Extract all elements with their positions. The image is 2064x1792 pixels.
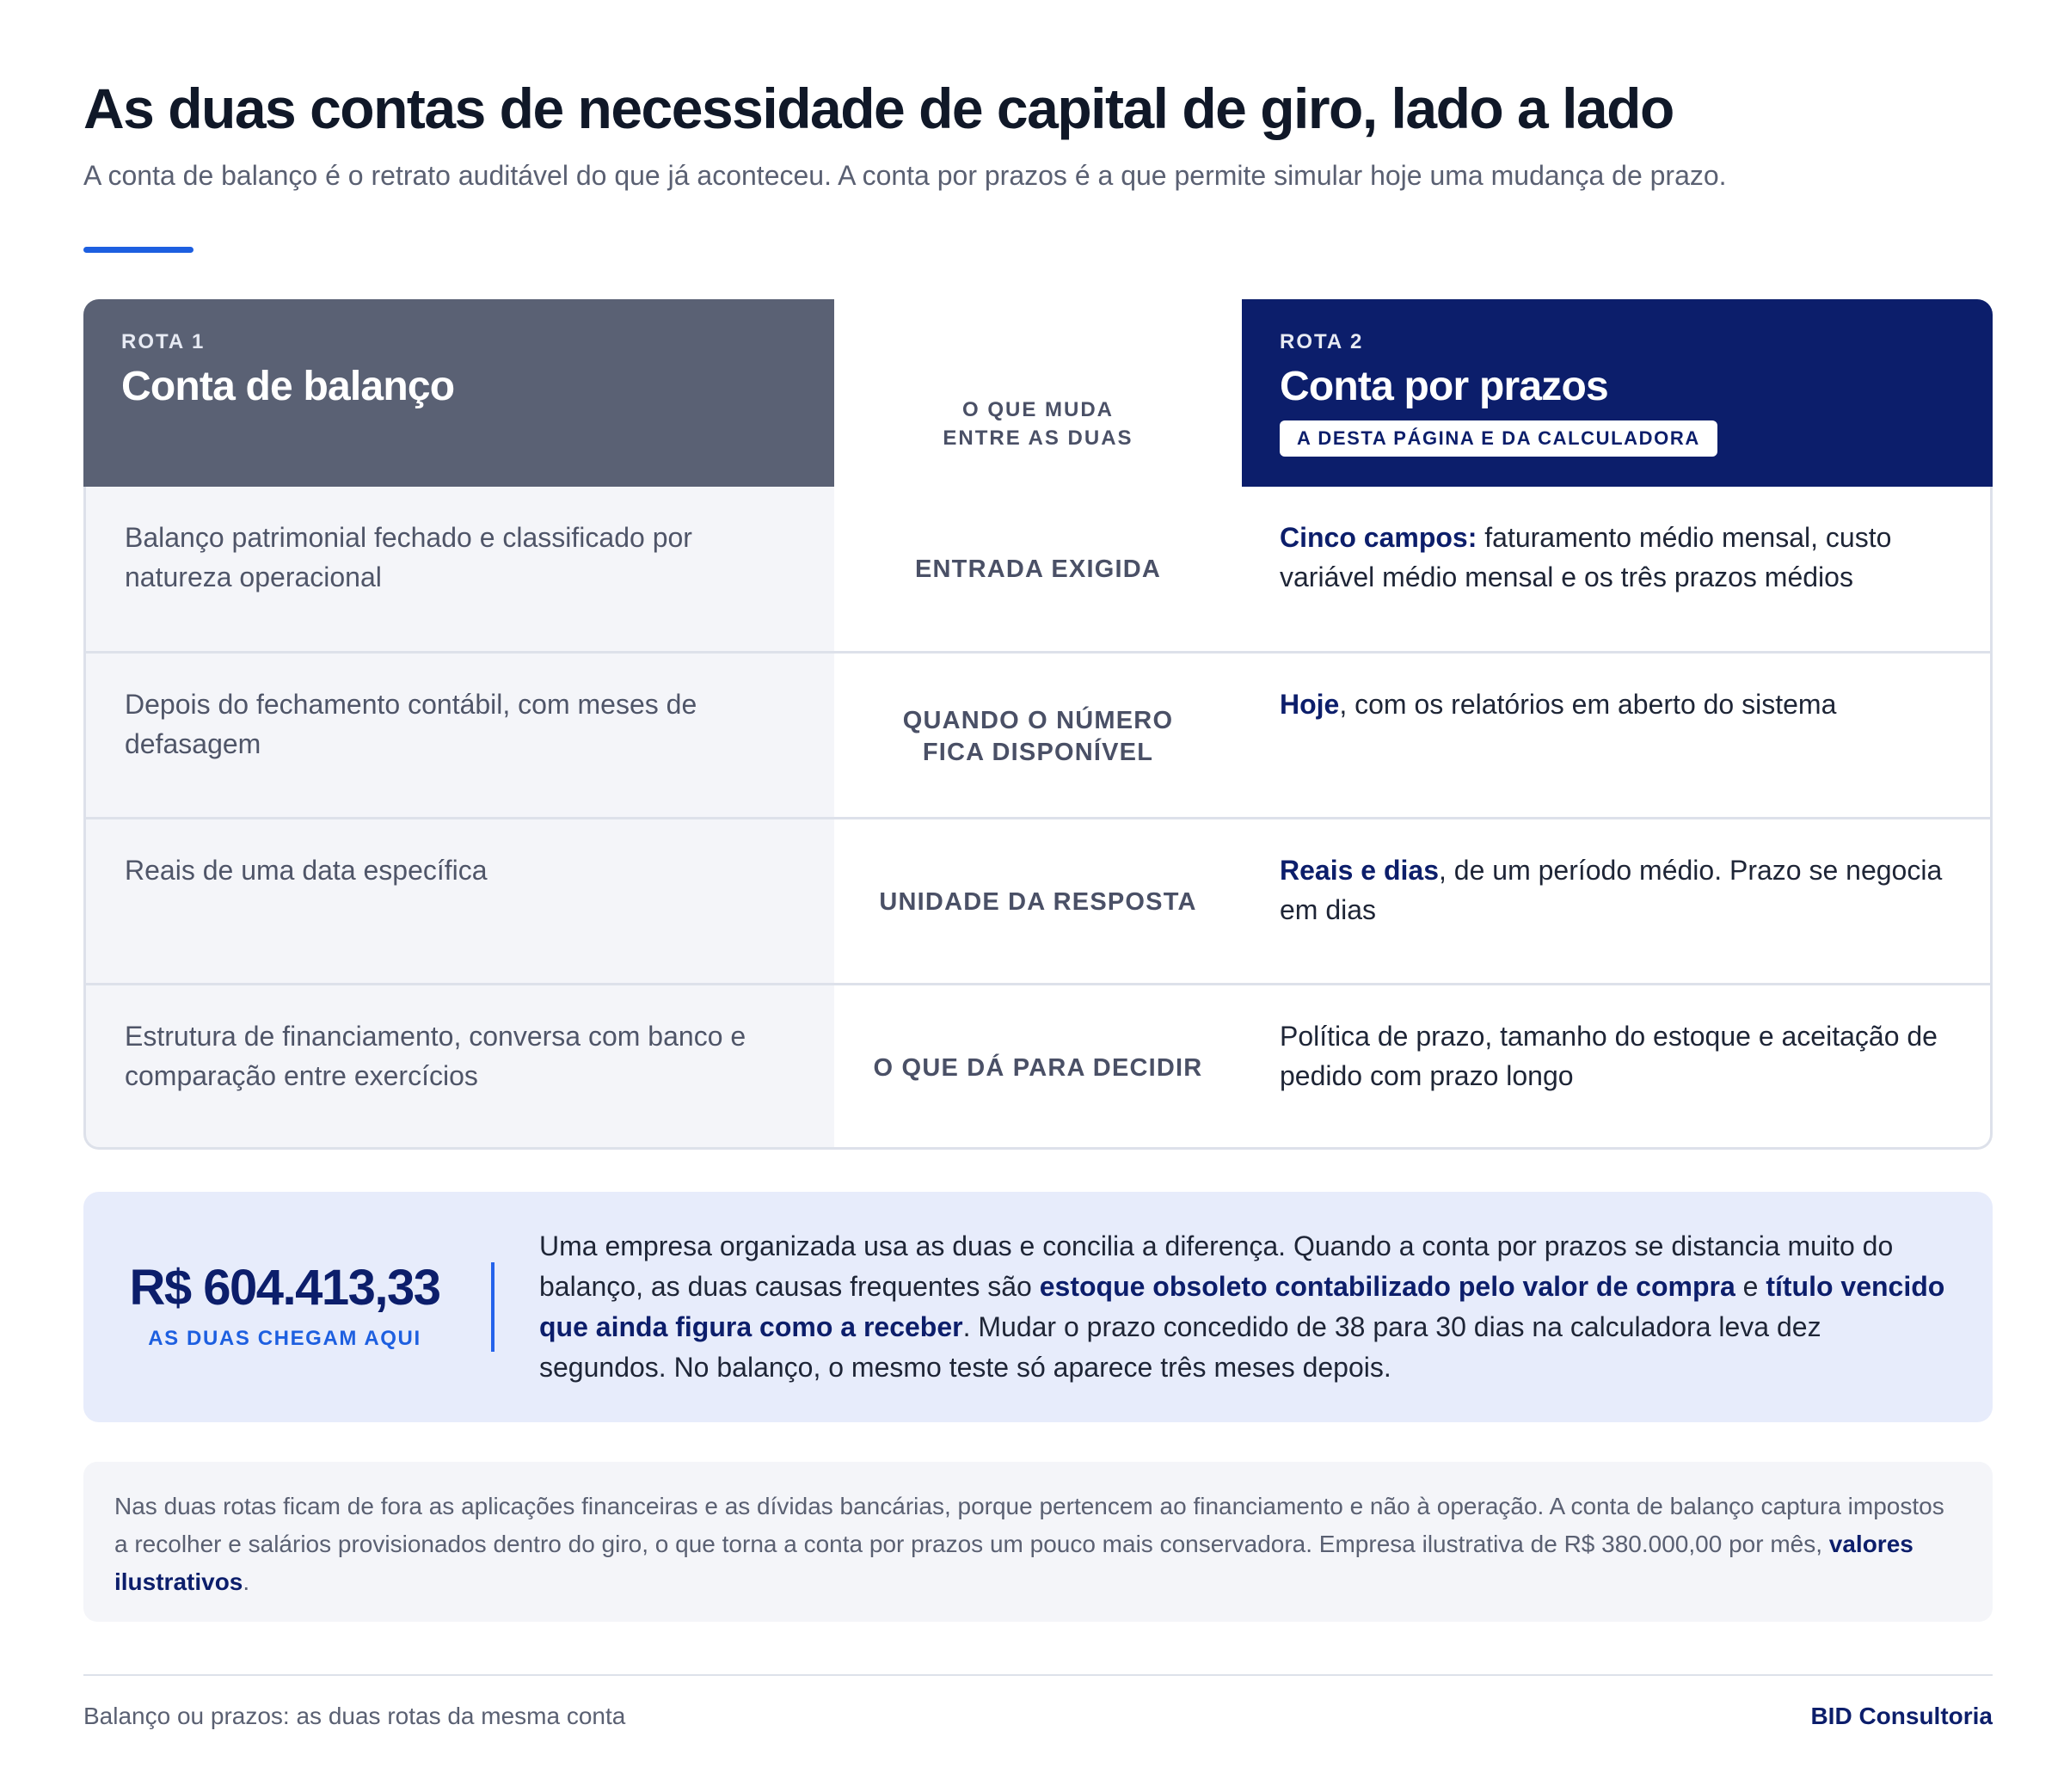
explanation-text: . Mudar o prazo concedido de 38 para 30 dias na calculadora leva dez segundos. No balanço, o mesmo teste só aparece três meses depois.	[539, 1311, 1821, 1383]
row-right-strong: Reais e dias	[1280, 855, 1439, 886]
row-right-cell	[1280, 850, 1968, 930]
row-criterion: QUANDO O NÚMERO FICA DISPONÍVEL	[902, 706, 1174, 766]
row-right-strong: Hoje	[1280, 689, 1340, 720]
table-row	[83, 654, 1993, 819]
explanation-text: Uma empresa organizada usa as duas e concilia a diferença. Quando a conta por prazos se distancia muito do balanço, as duas causas frequentes são	[539, 1230, 1894, 1302]
row-right-text: , de um período médio. Prazo se negocia em dias	[1280, 855, 1943, 925]
row-left-cell: Balanço patrimonial fechado e classificado por natureza operacional	[125, 522, 692, 592]
comparison-table	[83, 299, 1993, 1150]
method-note	[83, 1462, 1993, 1622]
table-row	[83, 487, 1993, 653]
row-left-cell: Estrutura de financiamento, conversa com banco e comparação entre exercícios	[125, 1021, 746, 1091]
row-criterion: ENTRADA EXIGIDA	[915, 555, 1161, 583]
row-right-cell	[1280, 518, 1968, 597]
footer-caption: Balanço ou prazos: as duas rotas da mesma conta	[83, 1703, 626, 1729]
footer-divider	[83, 1674, 1993, 1676]
note-strong: valores ilustrativos	[114, 1531, 1914, 1595]
result-highlight-panel	[83, 1192, 1993, 1422]
table-row	[83, 985, 1993, 1151]
right-column-header	[1242, 299, 1993, 487]
note-text: Nas duas rotas ficam de fora as aplicações financeiras e as dívidas bancárias, porque pertencem ao financiamento e não à operação. A conta de balanço captura impostos a recolher e salários provisionados dentro do giro, o que torna a conta por prazos um pouco mais conservadora. Empresa ilustrativa de R$ 380.000,00 por mês,	[114, 1493, 1944, 1557]
row-right-text: faturamento médio mensal, custo variável médio mensal e os três prazos médios	[1280, 522, 1892, 592]
page-title: As duas contas de necessidade de capital de giro, lado a lado	[83, 77, 1674, 140]
table-row	[83, 819, 1993, 985]
row-right-cell	[1280, 684, 1968, 724]
left-route-name: Conta de balanço	[121, 364, 455, 409]
row-criterion: UNIDADE DA RESPOSTA	[879, 888, 1197, 916]
result-caption: AS DUAS CHEGAM AQUI	[148, 1327, 421, 1350]
accent-rule	[83, 247, 194, 253]
calculator-badge: A DESTA PÁGINA E DA CALCULADORA	[1280, 420, 1717, 457]
result-value: R$ 604.413,33	[129, 1260, 440, 1316]
left-route-tag: ROTA 1	[121, 330, 206, 353]
row-right-strong: Cinco campos:	[1280, 522, 1477, 553]
right-route-tag: ROTA 2	[1280, 330, 1364, 353]
explanation-text: e	[1735, 1271, 1766, 1302]
page-subtitle: A conta de balanço é o retrato auditável do que já aconteceu. A conta por prazos é a que permite simular hoje uma mudança de prazo.	[83, 160, 1727, 191]
note-end: .	[243, 1568, 250, 1595]
row-left-cell: Depois do fechamento contábil, com meses de defasagem	[125, 689, 697, 759]
middle-column-header	[834, 396, 1242, 452]
right-route-name: Conta por prazos	[1280, 364, 1608, 409]
middle-header-line-2: ENTRE AS DUAS	[943, 427, 1133, 450]
explanation-strong: estoque obsoleto contabilizado pelo valor de compra	[1039, 1271, 1735, 1302]
row-right-text: Política de prazo, tamanho do estoque e aceitação de pedido com prazo longo	[1280, 1021, 1938, 1091]
row-right-text: , com os relatórios em aberto do sistema	[1339, 689, 1837, 720]
left-column-header	[83, 299, 834, 487]
explanation-strong: título vencido que ainda figura como a receber	[539, 1271, 1945, 1342]
panel-divider	[491, 1262, 494, 1352]
middle-header-line-1: O QUE MUDA	[962, 398, 1114, 421]
row-left-cell: Reais de uma data específica	[125, 855, 488, 886]
row-criterion: O QUE DÁ PARA DECIDIR	[873, 1054, 1203, 1082]
result-explanation	[539, 1226, 1950, 1388]
row-right-cell	[1280, 1016, 1968, 1095]
footer-brand: BID Consultoria	[1810, 1703, 1993, 1729]
